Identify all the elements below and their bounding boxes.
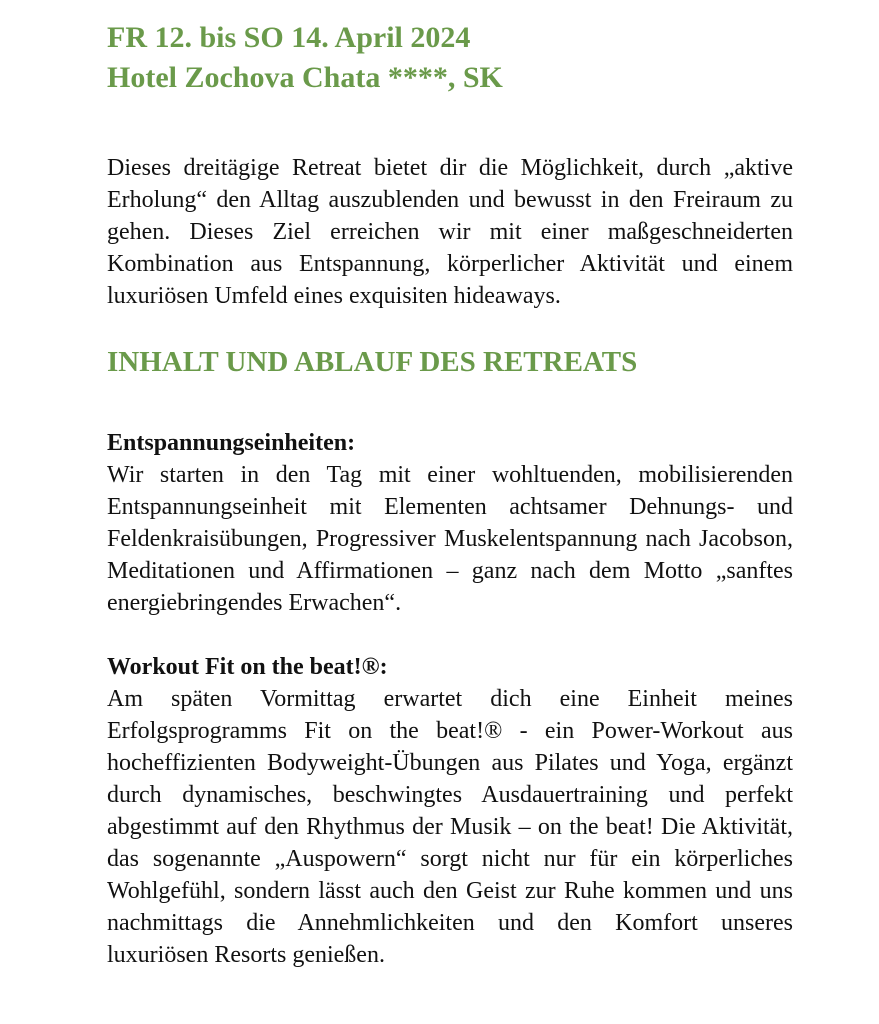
event-hotel: Hotel Zochova Chata ****, SK <box>107 61 503 94</box>
intro-section <box>107 152 793 312</box>
block-title-workout: Workout Fit on the beat!®: <box>107 654 388 680</box>
block-text-workout: Am späten Vormittag erwartet dich eine Einheit meines Erfolgsprogramms Fit on the beat!® - ein Power-Workout aus hocheffizienten Bodyweight-Übungen aus Pilates und Yoga, ergänzt durch dynamisches, beschwingtes Ausdauertraining und perfekt abgestimmt auf den Rhythmus der Musik – on the beat! Die Aktivität, das sogenannte „Auspowern“ sorgt nicht nur für ein körperliches Wohlgefühl, sondern lässt auch den Geist zur Ruhe kommen und uns nachmittags die Annehmlichkeiten und den Komfort unseres luxuriösen Resorts genießen. <box>107 686 793 968</box>
block-title-entspannung: Entspannungseinheiten: <box>107 430 356 456</box>
intro-paragraph: Dieses dreitägige Retreat bietet dir die Möglichkeit, durch „aktive Erholung“ den Alltag auszublenden und bewusst in den Freiraum zu gehen. Dieses Ziel erreichen wir mit einer maßgeschneiderten Kombination aus Entspannung, körperlicher Aktivität und einem luxuriösen Umfeld eines exquisiten hideaways. <box>107 155 793 309</box>
event-date: FR 12. bis SO 14. April 2024 <box>107 21 471 54</box>
block-entspannungseinheiten <box>107 427 793 619</box>
document-page <box>107 18 793 971</box>
block-text-entspannung: Wir starten in den Tag mit einer wohltuenden, mobilisierenden Entspannungseinheit mit Elementen achtsamer Dehnungs- und Feldenkraisübungen, Progressiver Muskelentspannung nach Jacobson, Meditationen und Affirmationen – ganz nach dem Motto „sanftes energiebringendes Erwachen“. <box>107 462 793 616</box>
block-workout <box>107 651 793 971</box>
section-heading: INHALT UND ABLAUF DES RETREATS <box>107 346 638 378</box>
event-header <box>107 18 793 98</box>
